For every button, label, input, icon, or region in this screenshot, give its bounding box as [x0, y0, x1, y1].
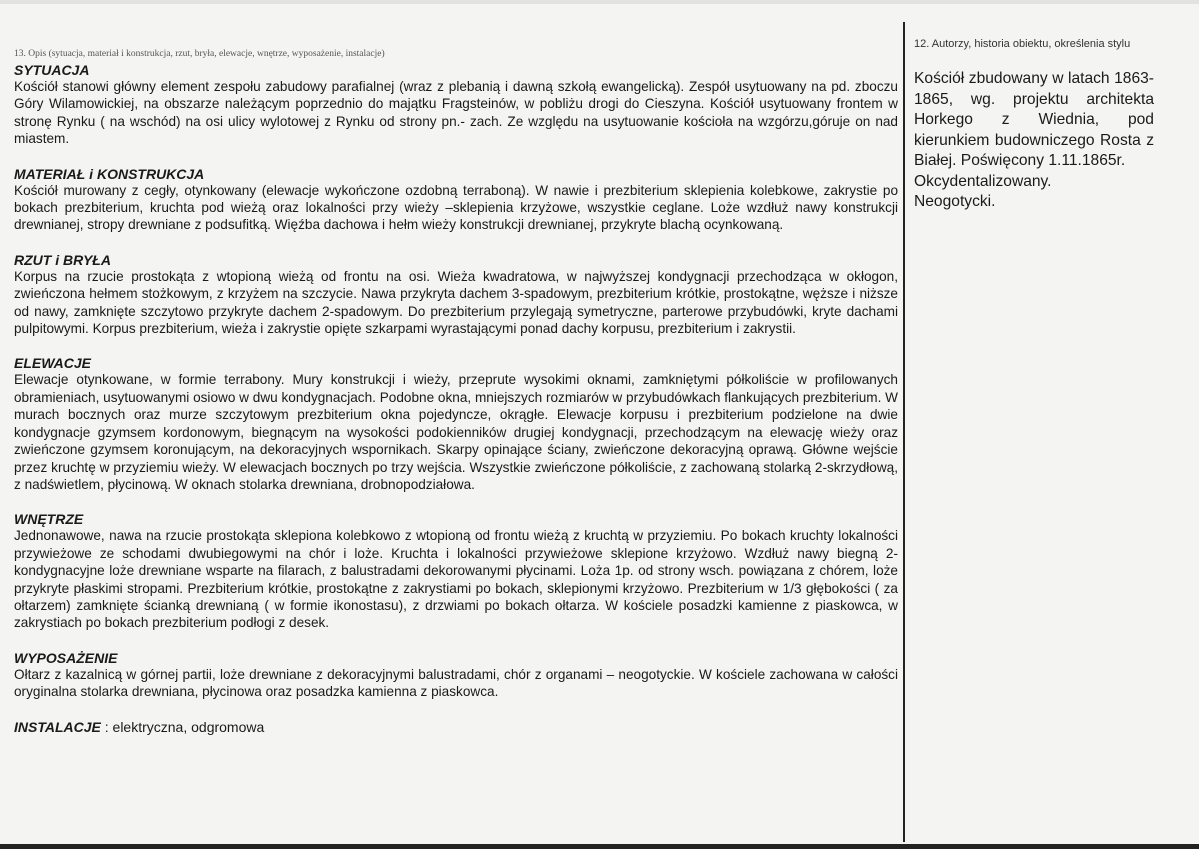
- section-title: MATERIAŁ i KONSTRUKCJA: [14, 165, 205, 182]
- style-line-1: Okcydentalizowany.: [914, 172, 1052, 190]
- section-title: ELEWACJE: [14, 355, 92, 372]
- instalacje-value: elektryczna, odgromowa: [112, 718, 265, 735]
- style-line-2: Neogotycki.: [914, 193, 996, 210]
- section-text: Kościół murowany z cegły, otynkowany (elewacje wykończone ozdobną terraboną). W nawie i prezbiterium sklepienia kolebkowe, zakrystie po bokach prezbiterium, kruchta pod wieżą oraz lokalności przy wieży –sklepienia krzyżowe, wszystkie ceglane. Loże wzdłuż nawy konstrukcji drewnianej, stropy drewniane z podsufitką. Więźba dachowa i hełm wieży konstrukcji drewnianej, przykryte blachą ocynkowaną.: [14, 182, 898, 233]
- section-text: Kościół stanowi główny element zespołu zabudowy parafialnej (wraz z plebanią i dawną szkołą ewangelicką). Zespół usytuowany na pd. zboczu Góry Wilamowickiej, na obszarze należącym poprzednio do majątku Fragsteinów, w pobliżu drogi do Cieszyna. Kościół usytuowany frontem w stronę Rynku ( na wschód) na osi ulicy wylotowej z Rynku od strony pn.- zach. Ze względu na usytuowanie kościoła na wzgórzu,góruje on nad miastem.: [14, 79, 898, 147]
- section-13-description: [14, 48, 898, 735]
- section-title: INSTALACJE: [14, 718, 101, 735]
- section-text: Korpus na rzucie prostokąta z wtopioną wieżą od frontu na osi. Wieża kwadratowa, w najwyższej kondygnacji przechodząca w okłogon, zwieńczona hełmem stożkowym, z krzyżem na szczycie. Nawa przykryta dachem 3-spadowym, prezbiterium krótkie, prostokątne, węższe i niższe od nawy, zamknięte szczytowo przykryte dachem 2-spadowym. Do prezbiterium przylegają symetryczne, parterowe przybudówki, kryte dachami pulpitowymi. Korpus prezbiterium, wieża i zakrystie opięte szkarpami wyrastającymi ponad dachy korpusu, prezbiterium i zakrystii.: [14, 268, 898, 337]
- section-title: WYPOSAŻENIE: [14, 649, 118, 666]
- section-material-konstrukcja: [14, 166, 898, 234]
- section-wyposazenie: [14, 650, 898, 701]
- section-text: Jednonawowe, nawa na rzucie prostokąta sklepiona kolebkowo z wtopioną od frontu wieżą z kruchtą w przyziemiu. Po bokach kruchty lokalności przywieżowe ze schodami dwubiegowymi na chór i loże. Kruchta i lokalności przywieżowe sklepione krzyżowo. Wzdłuż nawy biegną 2-kondygnacyjne loże drewniane wsparte na filarach, z balustradami dekorowanymi płycinami. Loża 1p. od strony wsch. powiązana z chórem, loże przykryte płaskimi stropami. Prezbiterium krótkie, prostokątne z zakrystiami po bokach, sklepionymi krzyżowo. Prezbiterium w 1/3 głębokości ( za ołtarzem) zamknięte ścianką drewnianą ( w formie ikonostasu), z drzwiami po bokach ołtarza. W kościele posadzki kamienne z piaskowca, w zakrystiach po bokach prezbiterium podłogi z desek.: [14, 528, 898, 631]
- section-rzut-bryla: [14, 252, 898, 338]
- instalacje-separator: :: [100, 718, 113, 735]
- section-wnetrze: [14, 511, 898, 631]
- section-sytuacja: [14, 62, 898, 148]
- scan-top-edge: [0, 0, 1199, 4]
- scan-bottom-edge: [0, 844, 1199, 849]
- section-title: RZUT i BRYŁA: [14, 251, 111, 268]
- section-instalacje: [14, 719, 898, 735]
- section-text: Elewacje otynkowane, w formie terrabony. Mury konstrukcji i wieży, przeprute wysokimi oknami, zamkniętymi półkoliście w profilowanych obramieniach, usytuowanymi osiowo w dwu kondygnacjach. Podobne okna, mniejszych rozmiarów w przybudówkach flankujących prezbiterium. W murach bocznych oraz murze szczytowym prezbiterium okna pojedyncze, okrągłe. Elewacje korpusu i prezbiterium podzielone na dwie kondygnacje gzymsem kordonowym, biegnącym na wysokości podokienników drugiej kondygnacji, przechodzącym na elewację wieży oraz zwieńczone gzymsem koronującym, na dekoracyjnych wspornikach. Skarpy opinające ściany, zwieńczone dekoracyjną oprawą. Główne wejście przez kruchtę w przyziemiu wieży. W elewacjach bocznych po trzy wejścia. Wszystkie zwieńczone półkoliście, z zachowaną stolarką 2-skrzydłową, z nadświetlem, płycinową. W oknach stolarka drewniana, drobnopodziałowa.: [14, 372, 899, 492]
- section-title: SYTUACJA: [14, 62, 90, 78]
- section-text: Ołtarz z kazalnicą w górnej partii, loże drewniane z dekoracyjnymi balustradami, chór z organami – neogotyckie. W kościele zachowana w całości oryginalna stolarka drewniana, płycinowa oraz posadzka kamienna z piaskowca.: [14, 666, 898, 700]
- section-12-history: [914, 37, 1154, 213]
- section-elewacje: [14, 355, 898, 493]
- column-divider: [903, 22, 905, 842]
- section-12-text: Kościół zbudowany w latach 1863-1865, wg. projektu architekta Horkego z Wiednia, pod kierunkiem budowniczego Rosta z Białej. Poświęcony 1.11.1865r.: [914, 70, 1154, 169]
- section-title: WNĘTRZE: [14, 511, 84, 528]
- section-13-header: 13. Opis (sytuacja, materiał i konstrukcja, rzut, bryła, elewacje, wnętrze, wyposażenie, instalacje): [14, 49, 385, 59]
- section-12-header: 12. Autorzy, historia obiektu, określenia stylu: [914, 38, 1131, 50]
